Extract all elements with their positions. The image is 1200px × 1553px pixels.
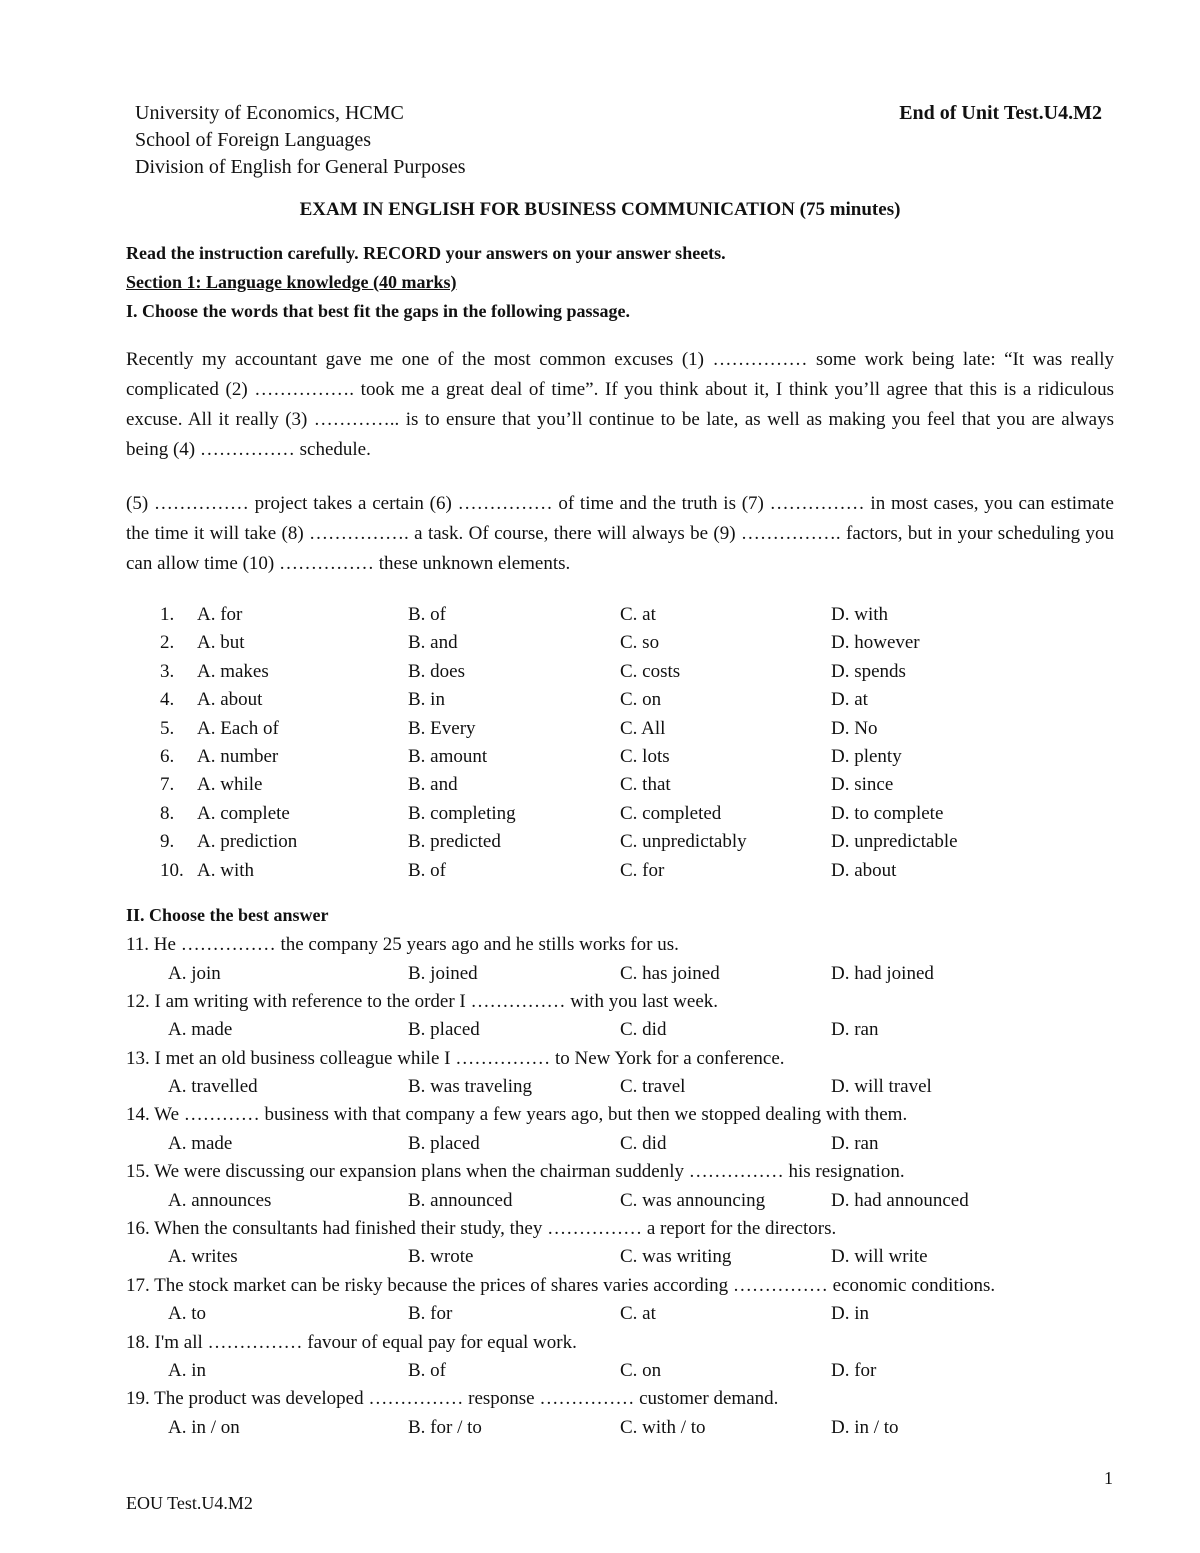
option-a: A. makes [197,660,269,682]
question-stem: 14. We ………… business with that company a few years ago, but then we stopped dealing with them. [126,1104,908,1126]
choice-d: D. ran [831,1019,879,1041]
option-a: A. with [197,859,254,881]
question-stem: 15. We were discussing our expansion plans when the chairman suddenly …………… his resignation. [126,1161,905,1183]
choice-d: D. will write [831,1246,928,1268]
choice-a: A. writes [168,1246,238,1268]
option-d: D. however [831,632,920,654]
option-a: A. for [197,604,243,625]
choice-c: C. travel [620,1076,686,1098]
option-d: D. unpredictable [831,831,958,853]
exam-title: EXAM IN ENGLISH FOR BUSINESS COMMUNICATION (75 minutes) [299,199,901,220]
choice-b: B. for / to [408,1416,482,1438]
choice-c: C. at [620,1303,656,1325]
option-a: A. but [197,632,245,654]
question-stem: 12. I am writing with reference to the order I …………… with you last week. [126,990,719,1012]
passage-paragraph-2: (5) …………… project takes a certain (6) …………… of time and the truth is (7) …………… in most cases, you can estimate the time it will take (8) ……………. a task. Of course, there will always be (9) ……………. factors, but in your scheduling you can allow time (10) …………… these unknown elements. [126,493,1114,574]
choice-d: D. will travel [831,1076,932,1098]
choice-b: B. announced [408,1189,513,1211]
option-number: 10. [160,859,184,881]
option-b: B. in [408,689,445,711]
option-c: C. All [620,717,666,739]
option-d: D. spends [831,660,906,682]
section-heading: Section 1: Language knowledge (40 marks) [126,272,457,292]
choice-b: B. placed [408,1132,480,1154]
choice-b: B. joined [408,962,478,984]
option-d: D. plenty [831,745,902,767]
choice-d: D. ran [831,1132,879,1154]
choice-d: D. in [831,1303,869,1325]
option-b: B. and [408,632,458,654]
answer-choices [126,960,1126,988]
choice-a: A. join [168,962,221,984]
option-number: 3. [160,660,175,682]
choice-b: B. wrote [408,1246,474,1268]
option-number: 2. [160,632,175,654]
option-a: A. complete [197,802,290,824]
test-name: End of Unit Test.U4.M2 [899,102,1102,124]
option-b: B. Every [408,717,476,739]
choice-a: A. in / on [168,1416,240,1438]
option-number: 7. [160,774,175,796]
choice-c: C. did [620,1132,667,1154]
option-number: 5. [160,717,175,739]
choice-a: A. in [168,1360,206,1382]
option-b: B. of [408,604,446,625]
option-d: D. with [831,604,888,625]
choice-a: A. travelled [168,1076,258,1098]
option-b: B. and [408,774,458,796]
option-number: 8. [160,802,175,824]
option-d: D. at [831,689,868,711]
option-d: D. about [831,859,897,881]
choice-b: B. for [408,1303,453,1325]
option-b: B. does [408,660,465,682]
option-a: A. about [197,689,263,711]
option-c: C. lots [620,745,670,767]
option-d: D. to complete [831,802,944,824]
choice-b: B. of [408,1360,446,1382]
instruction: Read the instruction carefully. RECORD your answers on your answer sheets. [126,243,726,263]
option-b: B. of [408,859,446,881]
question-stem: 16. When the consultants had finished their study, they …………… a report for the directors. [126,1217,837,1239]
choice-a: A. made [168,1132,233,1154]
choice-d: D. had joined [831,962,934,984]
option-a: A. number [197,745,279,767]
page-number: 1 [1104,1468,1113,1488]
answer-choices [126,1187,1126,1215]
option-b: B. amount [408,745,488,767]
option-c: C. at [620,604,656,625]
choice-d: D. for [831,1360,877,1382]
option-number: 1. [160,604,175,625]
choice-a: A. to [168,1303,206,1325]
choice-a: A. made [168,1019,233,1041]
option-c: C. that [620,774,671,796]
choice-c: C. did [620,1019,667,1041]
choice-c: C. has joined [620,962,720,984]
question-stem: 13. I met an old business colleague while I …………… to New York for a conference. [126,1047,785,1069]
part2-heading: II. Choose the best answer [126,905,329,925]
option-c: C. for [620,859,665,881]
footer-text: EOU Test.U4.M2 [126,1493,253,1513]
option-c: C. costs [620,660,681,682]
option-d: D. since [831,774,894,796]
division-name: Division of English for General Purposes [135,156,466,178]
answer-choices [126,1300,1126,1328]
choice-c: C. was writing [620,1246,732,1268]
answer-choices [126,1130,1126,1158]
answer-choices [126,1243,1126,1271]
question-stem: 19. The product was developed …………… response …………… customer demand. [126,1388,779,1410]
choice-c: C. on [620,1360,662,1382]
choice-b: B. was traveling [408,1076,533,1098]
answer-choices [126,1073,1126,1101]
choice-d: D. in / to [831,1416,899,1438]
choice-b: B. placed [408,1019,480,1041]
option-a: A. prediction [197,831,298,853]
option-a: A. while [197,774,263,796]
question-stem: 18. I'm all …………… favour of equal pay for equal work. [126,1331,577,1353]
passage-paragraph-1: Recently my accountant gave me one of the most common excuses (1) …………… some work being late: “It was really complicated (2) ……………. took me a great deal of time”. If you think about it, I think you’ll agree that this is a ridiculous excuse. All it really (3) ………….. is to ensure that you’ll continue to be late, as well as making you feel that you are always being (4) …………… schedule. [126,349,1114,460]
option-c: C. completed [620,802,722,824]
option-c: C. on [620,689,662,711]
answer-choices [126,1016,1126,1044]
answer-choices [126,1414,1126,1442]
option-a: A. Each of [197,717,279,739]
option-number: 4. [160,689,175,711]
answer-choices [126,1357,1126,1385]
choice-d: D. had announced [831,1189,969,1211]
university-name: University of Economics, HCMC [135,102,404,124]
question-stem: 11. He …………… the company 25 years ago and he stills works for us. [126,934,679,955]
option-c: C. unpredictably [620,831,747,853]
part1-heading: I. Choose the words that best fit the gaps in the following passage. [126,301,631,321]
choice-c: C. with / to [620,1416,706,1438]
option-number: 6. [160,745,175,767]
institution-header [135,100,466,181]
option-b: B. predicted [408,831,501,853]
option-b: B. completing [408,802,516,824]
school-name: School of Foreign Languages [135,129,372,151]
option-d: D. No [831,717,878,739]
choice-c: C. was announcing [620,1189,766,1211]
choice-a: A. announces [168,1189,272,1211]
option-c: C. so [620,632,660,654]
option-number: 9. [160,831,175,853]
question-stem: 17. The stock market can be risky because the prices of shares varies according …………… economic conditions. [126,1274,996,1296]
